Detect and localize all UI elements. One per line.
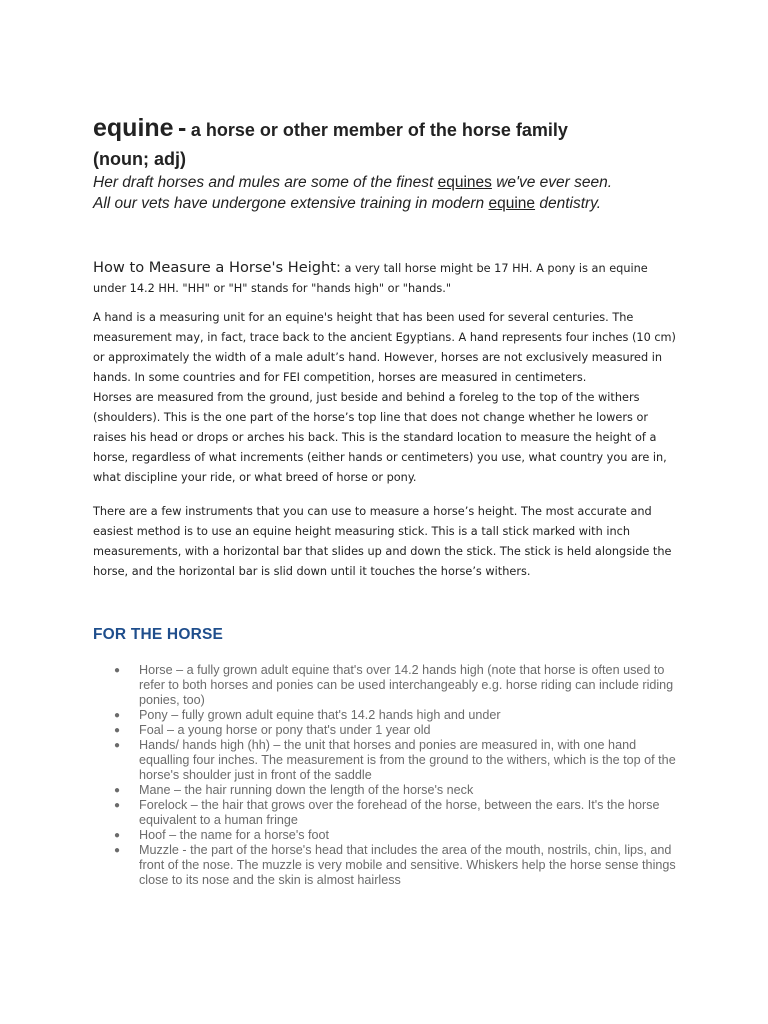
list-item-text: Hands/ hands high (hh) – the unit that horses and ponies are measured in, with one hand equalling four inches. The measurement is from the ground to the withers, which is the top of the horse's shoulder just in front of the saddle (139, 738, 676, 782)
bullet-icon: ● (114, 665, 121, 676)
list-item (114, 723, 678, 738)
bullet-icon: ● (114, 710, 121, 721)
bullet-icon: ● (114, 725, 121, 736)
example-2-keyword: equine (488, 195, 536, 212)
bullet-icon: ● (114, 800, 121, 811)
list-item-text: Muzzle - the part of the horse's head that includes the area of the mouth, nostrils, chin, lips, and front of the nose. The muzzle is very mobile and sensitive. Whiskers help the horse sense things close to its nose and the skin is almost hairless (139, 843, 676, 887)
example-1-after: we've ever seen. (491, 174, 613, 191)
example-2-after: dentistry. (535, 195, 602, 212)
list-item-text: Pony – fully grown adult equine that's 14.2 hands high and under (139, 708, 501, 722)
list-item-text: Mane – the hair running down the length of the horse's neck (139, 783, 474, 797)
measure-lead: a very tall horse might be 17 HH. A pony is an equine under 14.2 HH. "HH" or "H" stands for "hands high" or "hands." (93, 262, 648, 295)
list-item (114, 798, 678, 828)
bullet-icon: ● (114, 785, 121, 796)
definition-headline (93, 114, 678, 146)
list-item-text: Foal – a young horse or pony that's under 1 year old (139, 723, 431, 737)
list-item (114, 663, 678, 708)
example-2-before: All our vets have undergone extensive training in modern (93, 195, 489, 212)
list-item-text: Hoof – the name for a horse's foot (139, 828, 330, 842)
list-item (114, 708, 678, 723)
measure-heading: How to Measure a Horse's Height: (93, 259, 341, 276)
list-item-text: Horse – a fully grown adult equine that's over 14.2 hands high (note that horse is often used to refer to both horses and ponies can be used interchangeably e.g. horse riding can include riding ponies, too) (139, 663, 674, 707)
terms-list (93, 663, 678, 888)
definition-word: equine (93, 114, 174, 142)
paragraph-measuring-location: Horses are measured from the ground, just beside and behind a foreleg to the top of the withers (shoulders). This is the one part of the horse’s top line that does not change whether he lowers or raises his head or drops or arches his back. This is the standard location to measure the height of a horse, regardless of what increments (either hands or centimeters) you use, what country you are in, what discipline your ride, or what breed of horse or pony. (93, 391, 667, 484)
list-item (114, 783, 678, 798)
paragraph-hand-unit: A hand is a measuring unit for an equine's height that has been used for several centuries. The measurement may, in fact, trace back to the ancient Egyptians. A hand represents four inches (10 cm) or approximately the width of a male adult’s hand. However, horses are not exclusively measured in hands. In some countries and for FEI competition, horses are measured in centimeters. (93, 311, 676, 384)
example-1-keyword: equines (437, 174, 492, 191)
example-1-before: Her draft horses and mules are some of the finest (93, 174, 438, 191)
example-sentence-2 (93, 193, 678, 214)
definition-meaning: a horse or other member of the horse family (190, 120, 568, 140)
section-title: FOR THE HORSE (93, 626, 224, 643)
bullet-icon: ● (114, 845, 121, 856)
list-item-text: Forelock – the hair that grows over the forehead of the horse, between the ears. It's the horse equivalent to a human fringe (139, 798, 660, 827)
document-page (93, 114, 678, 888)
definition-separator: - (178, 114, 187, 142)
bullet-icon: ● (114, 830, 121, 841)
definition-part-of-speech: (noun; adj) (93, 149, 186, 169)
list-item (114, 738, 678, 783)
list-item (114, 843, 678, 888)
measure-intro (93, 258, 678, 299)
example-sentence-1 (93, 172, 678, 193)
paragraph-measuring-instruments: There are a few instruments that you can use to measure a horse’s height. The most accurate and easiest method is to use an equine height measuring stick. This is a tall stick marked with inch measurements, with a horizontal bar that slides up and down the stick. The stick is held alongside the horse, and the horizontal bar is slid down until it touches the horse’s withers. (93, 505, 672, 578)
list-item (114, 828, 678, 843)
bullet-icon: ● (114, 740, 121, 751)
